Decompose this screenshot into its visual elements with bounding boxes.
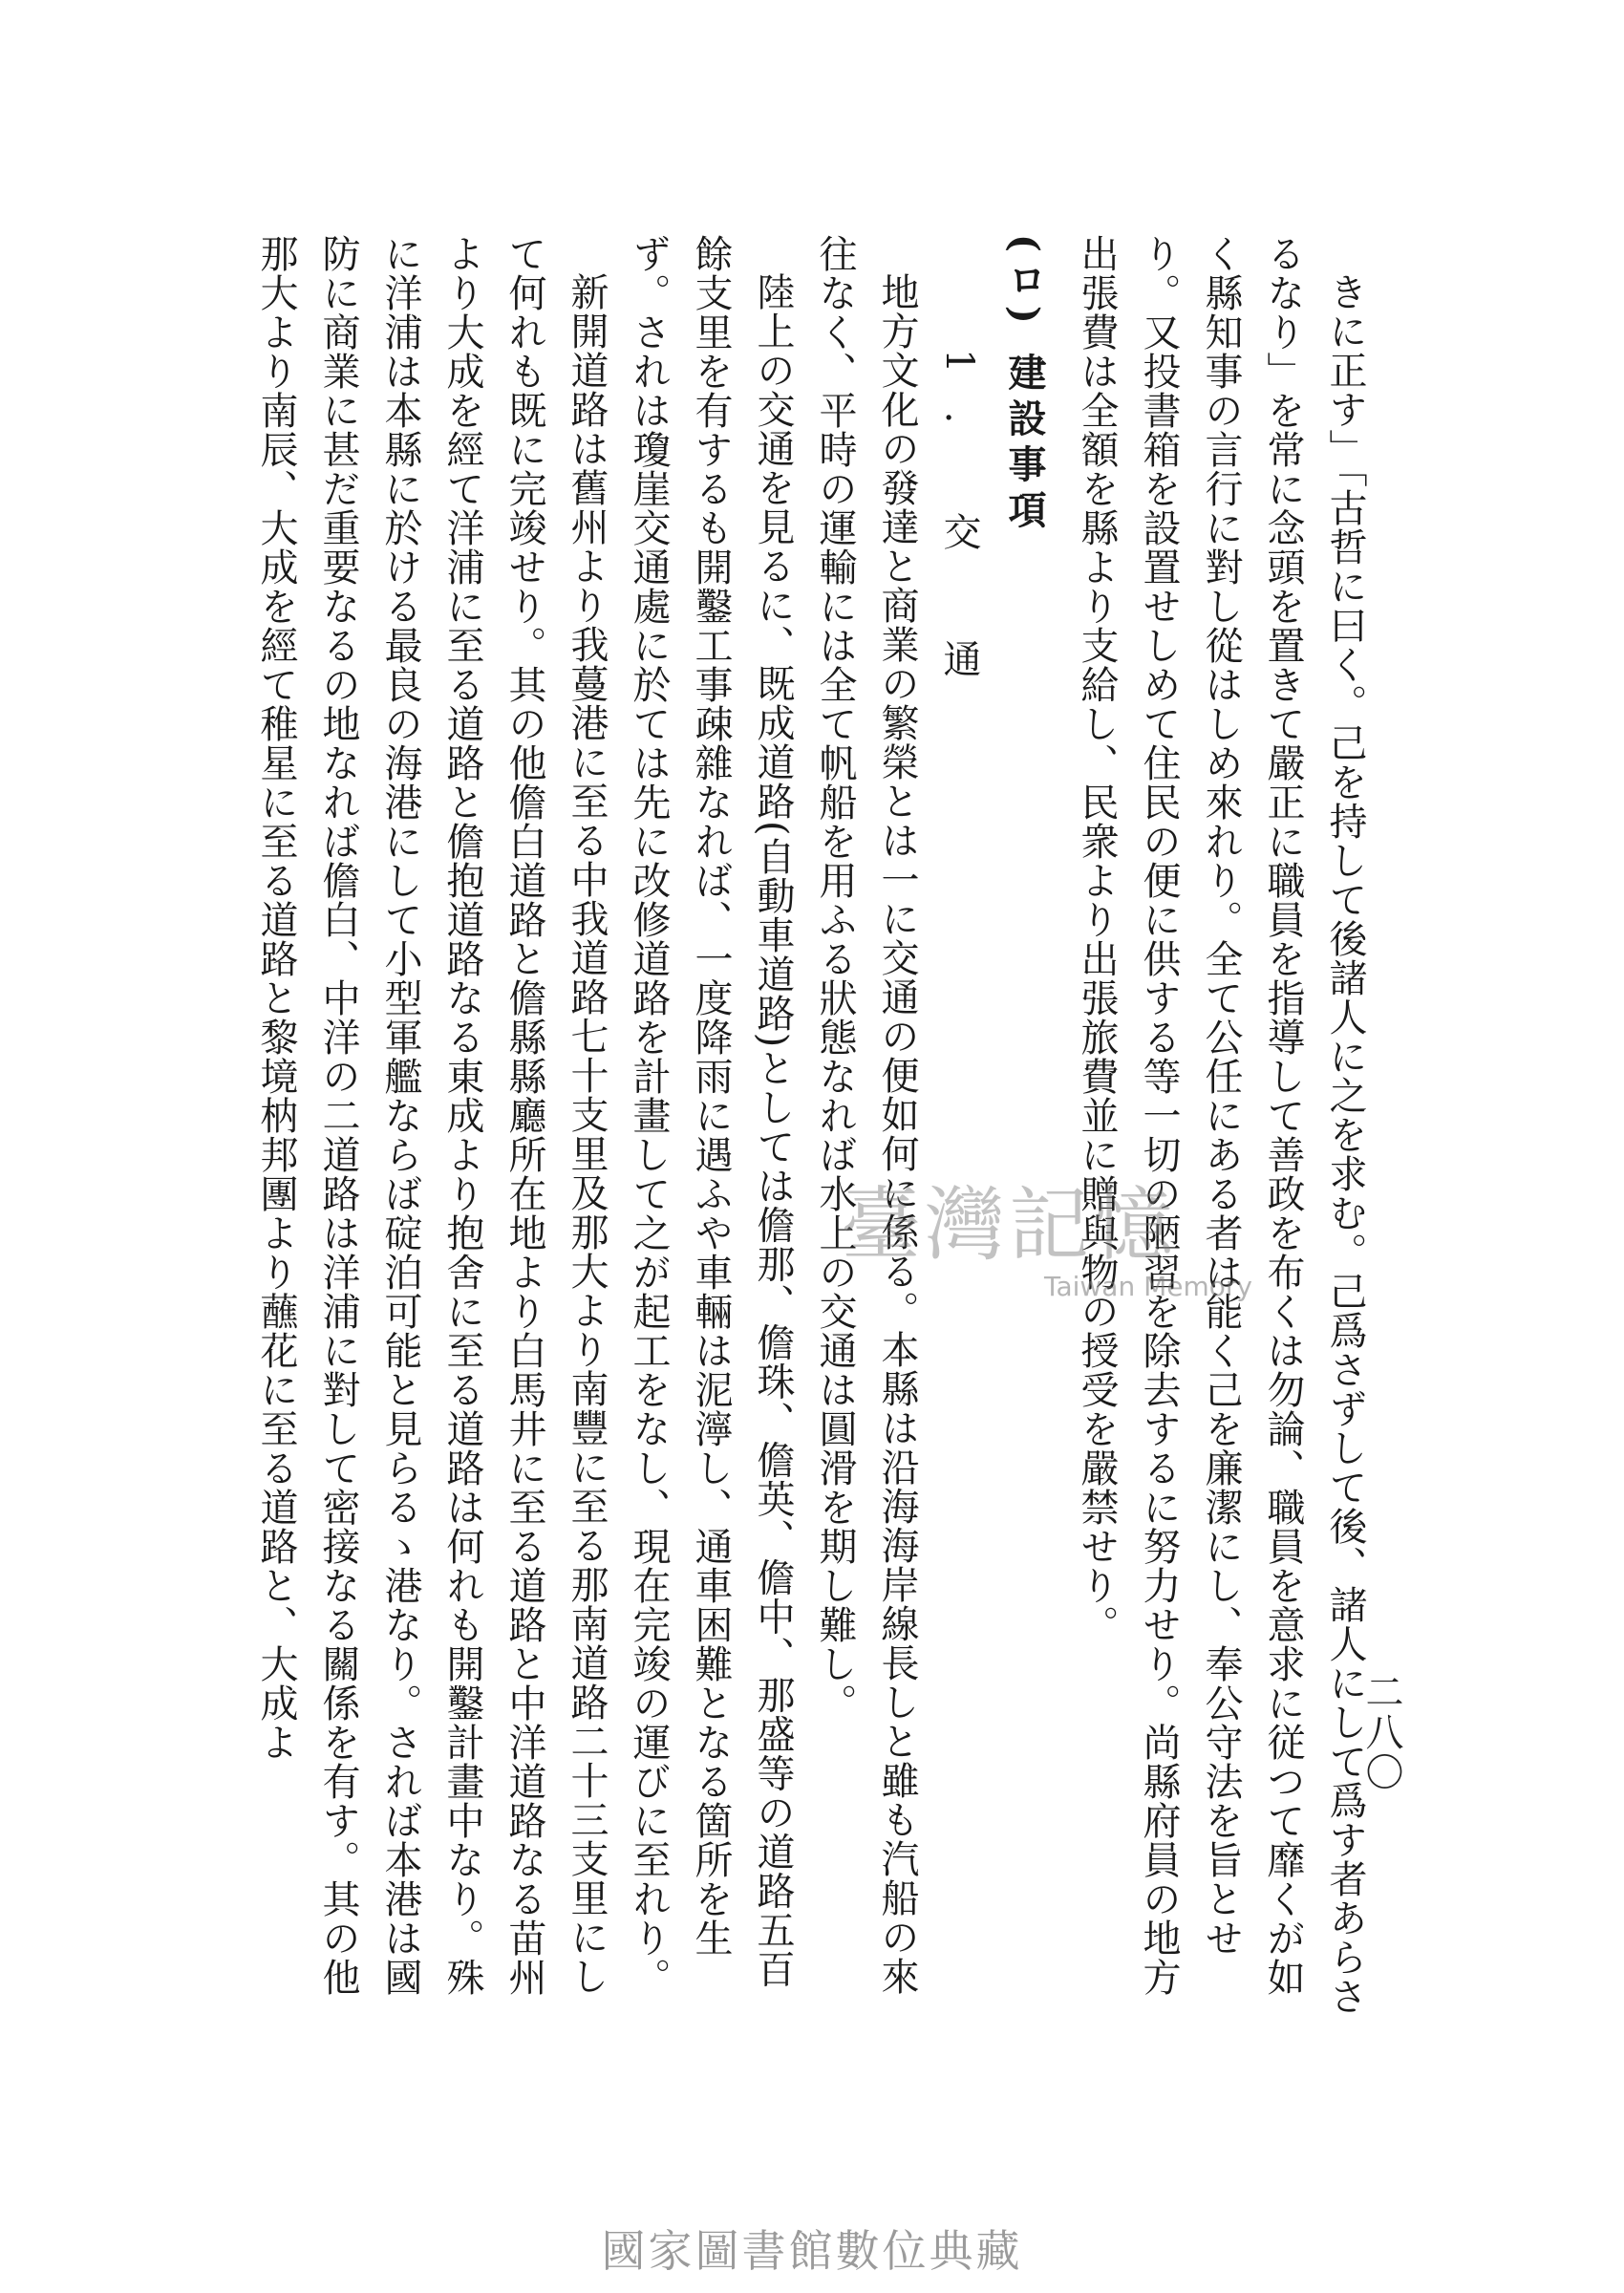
paragraph-2: 地方文化の發達と商業の繁榮とは一に交通の便如何に係る。本縣は沿海海岸線長しと雖も汽船の來往なく、平時の運輸には全て帆船を用ふる狀態なれば水上の交通は圓滑を期し難し。 xyxy=(813,234,919,1996)
footer-credit: 國家圖書館數位典藏 xyxy=(601,2225,1023,2277)
subsection-heading: 1. 交 通 xyxy=(937,349,981,716)
watermark-title: 臺灣記憶 xyxy=(841,1178,1178,1272)
vertical-text-body xyxy=(229,234,1376,2021)
watermark-subtitle: Taiwan Memory xyxy=(1044,1271,1252,1302)
page-number: 二八〇 xyxy=(1359,1672,1403,1792)
paragraph-1: きに正す」「古哲に曰く。己を持して後諸人に之を求む。己爲さずして後、諸人にして爲す者あらさるなり」を常に念頭を置きて嚴正に職員を指導して善政を布くは勿論、職員を意求に従つて靡くが如く縣知事の言行に對し從はしめ來れり。全て公任にある者は能く己を廉潔にし、奉公守法を旨とせり。又投書箱を設置せしめて住民の便に供する等一切の陋習を除去するに努力せり。尚縣府員の地方出張費は全額を縣より支給し、民衆より出張旅費並に贈與物の授受を嚴禁せり。 xyxy=(1075,234,1367,2016)
paragraph-4: 新開道路は舊州より我蔓港に至る中我道路七十支里及那大より南豐に至る那南道路二十三支里にして何れも既に完竣せり。其の他儋白道路と儋縣縣廳所在地より白馬井に至る道路と中洋道路なる苗州より大成を經て洋浦に至る道路と儋抱道路なる東成より抱舍に至る道路は何れも開鑿計畫中なり。殊に洋浦は本縣に於ける最良の海港にして小型軍艦ならば碇泊可能と見らるゝ港なり。されば本港は國防に商業に甚だ重要なるの地なれば儋白、中洋の二道路は洋浦に對して密接なる關係を有す。其の他那大より南辰、大成を經て稚星に至る道路と黎境枘邦團より蘸花に至る道路と、大成よ xyxy=(254,234,609,1997)
paragraph-3: 陸上の交通を見るに、既成道路(自動車道路)としては儋那、儋珠、儋英、儋中、那盛等の道路五百餘支里を有するも開鑿工事疎雜なれば、一度降雨に遇ふや車輛は泥濘し、通車困難となる箇所を生ず。されは瓊崖交通處に於ては先に改修道路を計畫して之が起工をなし、現在完竣の運びに至れり。 xyxy=(627,234,795,1997)
section-heading: (ロ) 建設事項 xyxy=(1002,234,1047,536)
